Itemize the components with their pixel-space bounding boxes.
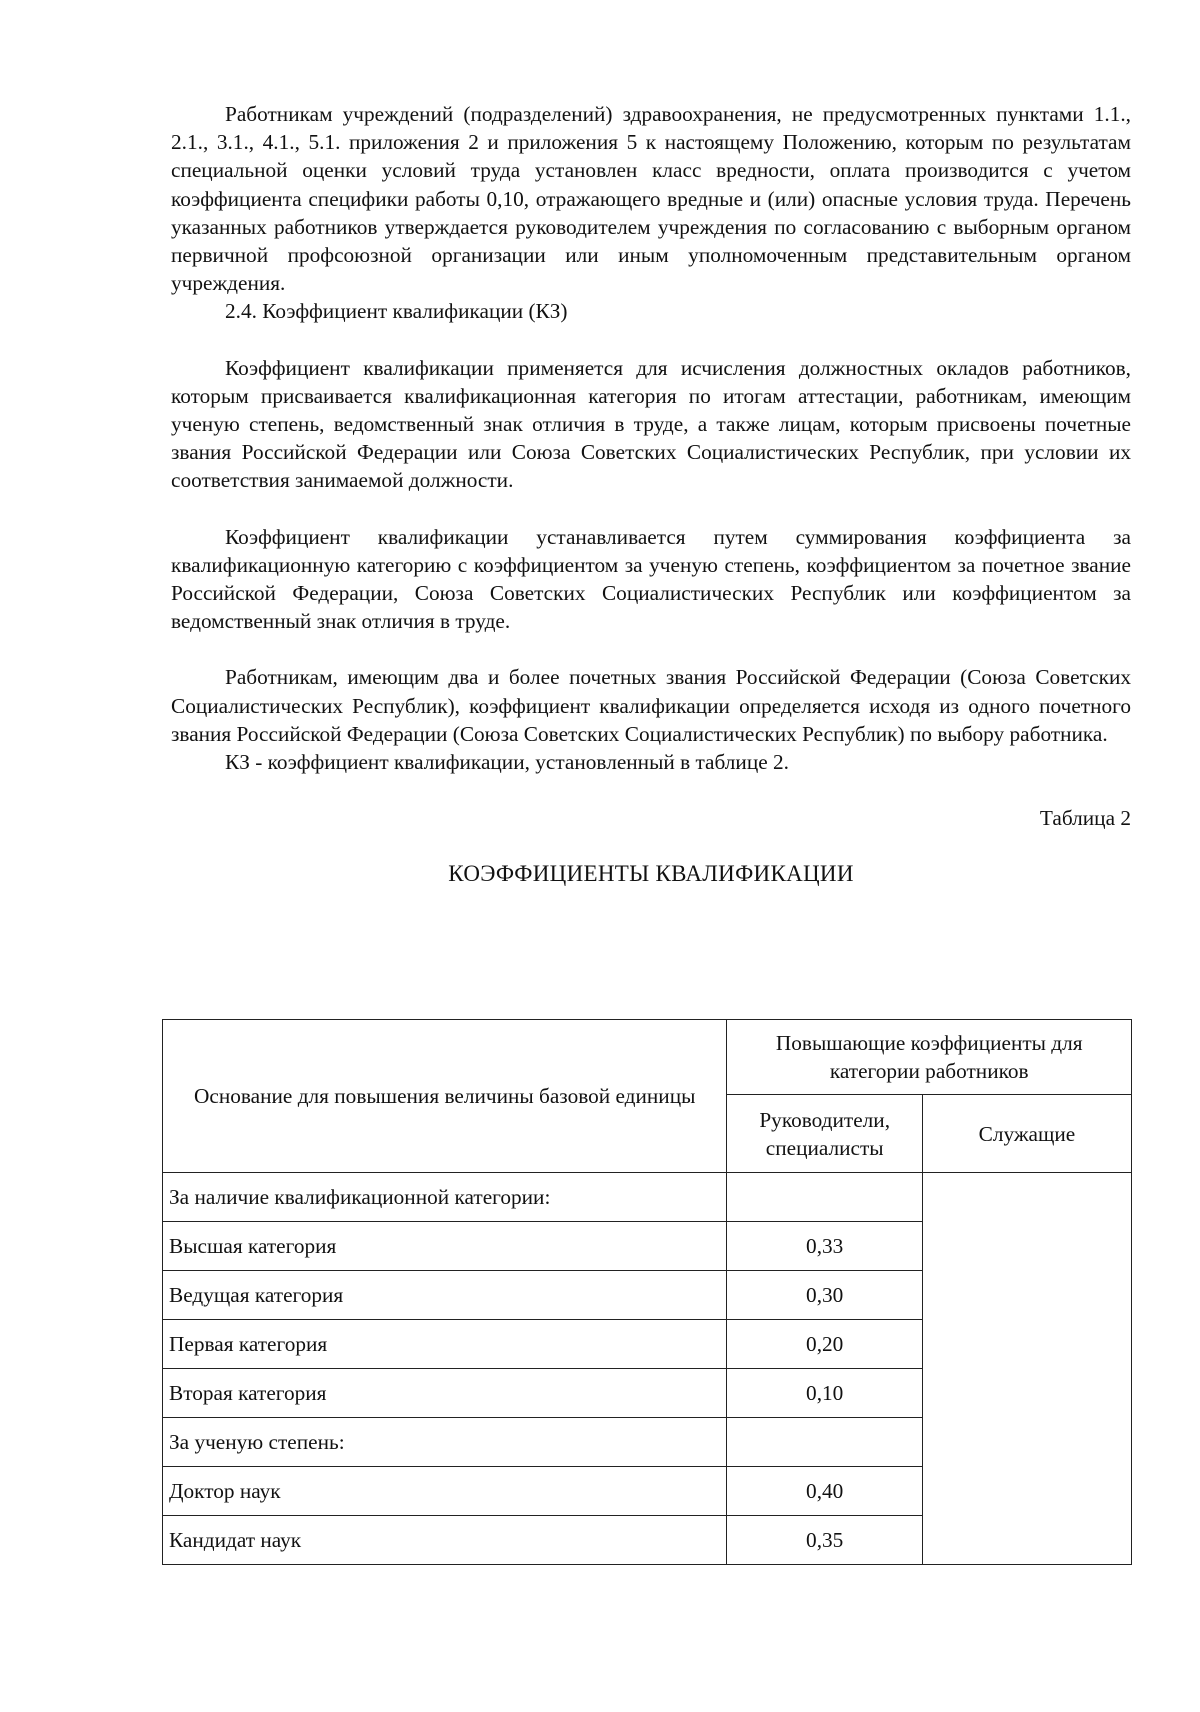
- table-title: КОЭФФИЦИЕНТЫ КВАЛИФИКАЦИИ: [448, 861, 854, 887]
- row-name: Доктор наук: [163, 1467, 727, 1516]
- row-name: За ученую степень:: [163, 1418, 727, 1467]
- row-name: Вторая категория: [163, 1369, 727, 1418]
- paragraph-kz-definition: КЗ - коэффициент квалификации, установленный в таблице 2.: [225, 750, 789, 775]
- row-name: Первая категория: [163, 1320, 727, 1369]
- document-page: [171, 100, 1131, 888]
- paragraph-honorary-titles: Работникам, имеющим два и более почетных звания Российской Федерации (Союза Советских Социалистических Республик), коэффициент квалификации определяется исходя из одного почетного звания Российской Федерации (Союза Советских Социалистических Республик) по выбору работника.: [171, 665, 1131, 746]
- header-employees: Служащие: [922, 1095, 1131, 1173]
- header-managers-specialists: Руководители, специалисты: [727, 1095, 922, 1173]
- table-row: [163, 1173, 1132, 1222]
- qualification-coefficients-table: [162, 1019, 1132, 1565]
- row-value: 0,40: [727, 1467, 922, 1516]
- section-heading-qualification: 2.4. Коэффициент квалификации (КЗ): [225, 299, 568, 324]
- header-basis: Основание для повышения величины базовой единицы: [163, 1020, 727, 1173]
- row-value: [727, 1418, 922, 1467]
- row-name: За наличие квалификационной категории:: [163, 1173, 727, 1222]
- row-value: [727, 1173, 922, 1222]
- row-name: Кандидат наук: [163, 1516, 727, 1565]
- table-label: Таблица 2: [1039, 806, 1131, 831]
- row-value: 0,10: [727, 1369, 922, 1418]
- row-value: 0,35: [727, 1516, 922, 1565]
- row-name: Ведущая категория: [163, 1271, 727, 1320]
- paragraph-qualification-sum: Коэффициент квалификации устанавливается путем суммирования коэффициента за квалификационную категорию с коэффициентом за ученую степень, коэффициентом за почетное звание Российской Федерации, Союза Советских Социалистических Республик или коэффициентом за ведомственный знак отличия в труде.: [171, 524, 1131, 634]
- paragraph-qualification-usage: Коэффициент квалификации применяется для исчисления должностных окладов работников, которым присваивается квалификационная категория по итогам аттестации, работникам, имеющим ученую степень, ведомственный знак отличия в труде, а также лицам, которым присвоены почетные звания Российской Федерации или Союза Советских Социалистических Республик, при условии их соответствия занимаемой должности.: [171, 355, 1131, 493]
- row-value: 0,33: [727, 1222, 922, 1271]
- paragraph-harmful-conditions: Работникам учреждений (подразделений) здравоохранения, не предусмотренных пунктами 1.1., 2.1., 3.1., 4.1., 5.1. приложения 2 и приложения 5 к настоящему Положению, которым по результатам специальной оценки условий труда установлен класс вредности, оплата производится с учетом коэффициента специфики работы 0,10, отражающего вредные и (или) опасные условия труда. Перечень указанных работников утверждается руководителем учреждения по согласованию с выборным органом первичной профсоюзной организации или иным уполномоченным представительным органом учреждения.: [171, 102, 1131, 296]
- row-value: 0,20: [727, 1320, 922, 1369]
- employees-column-empty: [922, 1173, 1131, 1565]
- row-value: 0,30: [727, 1271, 922, 1320]
- row-name: Высшая категория: [163, 1222, 727, 1271]
- header-coefficients-group: Повышающие коэффициенты для категории работников: [727, 1020, 1132, 1095]
